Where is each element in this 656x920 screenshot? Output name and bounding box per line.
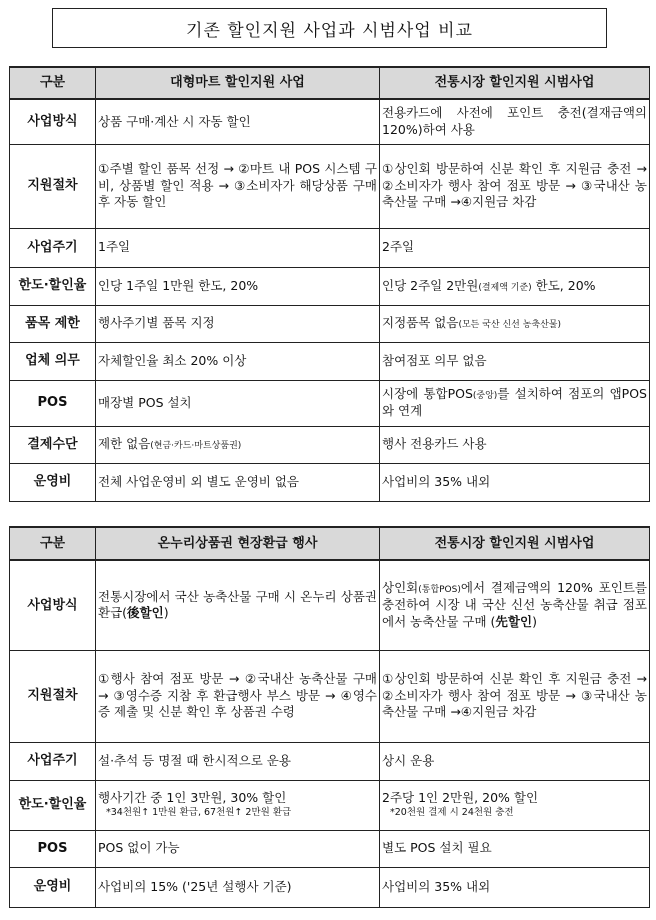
document-title: 기존 할인지원 사업과 시범사업 비교	[186, 20, 473, 41]
table-row	[10, 99, 650, 144]
cell-pilot: 사업비의 35% 내외	[380, 463, 650, 501]
cell-hypermarket: ①주별 할인 품목 선정 → ②마트 내 POS 시스템 구비, 상품별 할인 적용 → ③소비자가 해당상품 구매 후 자동 할인	[96, 144, 380, 228]
table-row	[10, 560, 650, 650]
cell-onnuri: 사업비의 15% ('25년 설행사 기준)	[96, 867, 380, 907]
cell-pilot: 인당 2주일 2만원(결제액 기준) 한도, 20%	[380, 267, 650, 305]
comparison-table-hypermarket	[9, 66, 650, 502]
row-label: 사업방식	[10, 560, 96, 650]
cell-pilot: 전용카드에 사전에 포인트 충전(결재금액의 120%)하여 사용	[380, 99, 650, 144]
cell-pilot: ①상인회 방문하여 신분 확인 후 지원금 충전 → ②소비자가 행사 참여 점포 방문 → ③국내산 농축산물 구매 →④지원금 차감	[380, 144, 650, 228]
row-label: 한도·할인율	[10, 267, 96, 305]
row-label: 지원절차	[10, 144, 96, 228]
row-label: POS	[10, 380, 96, 426]
cell-hypermarket: 인당 1주일 1만원 한도, 20%	[96, 267, 380, 305]
cell-pilot: 참여점포 의무 없음	[380, 342, 650, 380]
cell-pilot: 지정품목 없음(모든 국산 신선 농축산물)	[380, 305, 650, 342]
row-label: 운영비	[10, 463, 96, 501]
cell-hypermarket: 제한 없음(현금·카드·마트상품권)	[96, 426, 380, 463]
table-row	[10, 742, 650, 780]
header-onnuri-program: 온누리상품권 현장환급 행사	[96, 527, 380, 560]
table-row	[10, 830, 650, 867]
comparison-table-onnuri	[9, 526, 650, 908]
row-label: POS	[10, 830, 96, 867]
table-header-row	[10, 67, 650, 99]
cell-pilot: 행사 전용카드 사용	[380, 426, 650, 463]
cell-hypermarket: 전체 사업운영비 외 별도 운영비 없음	[96, 463, 380, 501]
cell-pilot: 사업비의 35% 내외	[380, 867, 650, 907]
cell-pilot: 상시 운용	[380, 742, 650, 780]
header-category: 구분	[10, 67, 96, 99]
header-hypermarket-program: 대형마트 할인지원 사업	[96, 67, 380, 99]
table-row	[10, 463, 650, 501]
table-row	[10, 426, 650, 463]
cell-onnuri: 행사기간 중 1인 3만원, 30% 할인 *34천원↑ 1만원 환급, 67천원↑ 2만원 환급	[96, 780, 380, 830]
table-header-row	[10, 527, 650, 560]
cell-onnuri: 전통시장에서 국산 농축산물 구매 시 온누리 상품권 환급(後할인)	[96, 560, 380, 650]
cell-onnuri: ①행사 참여 점포 방문 → ②국내산 농축산물 구매 → ③영수증 지참 후 환급행사 부스 방문 → ④영수증 제출 및 신분 확인 후 상품권 수령	[96, 650, 380, 742]
row-label: 지원절차	[10, 650, 96, 742]
cell-pilot: 2주당 1인 2만원, 20% 할인 *20천원 결제 시 24천원 충전	[380, 780, 650, 830]
cell-pilot: 시장에 통합POS(중앙)를 설치하여 점포의 앱POS와 연계	[380, 380, 650, 426]
discount-note: *34천원↑ 1만원 환급, 67천원↑ 2만원 환급	[106, 807, 292, 819]
table-row	[10, 305, 650, 342]
table-row	[10, 780, 650, 830]
cell-pilot: 별도 POS 설치 필요	[380, 830, 650, 867]
cell-hypermarket: 상품 구매·계산 시 자동 할인	[96, 99, 380, 144]
cell-hypermarket: 매장별 POS 설치	[96, 380, 380, 426]
header-pilot-program: 전통시장 할인지원 시범사업	[380, 67, 650, 99]
table-row	[10, 144, 650, 228]
row-label: 품목 제한	[10, 305, 96, 342]
cell-pilot: ①상인회 방문하여 신분 확인 후 지원금 충전 → ②소비자가 행사 참여 점포 방문 → ③국내산 농축산물 구매 →④지원금 차감	[380, 650, 650, 742]
table-row	[10, 867, 650, 907]
document-title-box	[52, 8, 607, 48]
cell-hypermarket: 행사주기별 품목 지정	[96, 305, 380, 342]
table-row	[10, 228, 650, 267]
row-label: 사업방식	[10, 99, 96, 144]
row-label: 결제수단	[10, 426, 96, 463]
header-category: 구분	[10, 527, 96, 560]
discount-note: *20천원 결제 시 24천원 충전	[390, 807, 514, 819]
cell-pilot: 상인회(통합POS)에서 결제금액의 120% 포인트를 충전하여 시장 내 국산 신선 농축산물 취급 점포에서 농축산물 구매 (先할인)	[380, 560, 650, 650]
row-label: 업체 의무	[10, 342, 96, 380]
table-row	[10, 342, 650, 380]
cell-onnuri: POS 없이 가능	[96, 830, 380, 867]
table-row	[10, 267, 650, 305]
row-label: 운영비	[10, 867, 96, 907]
cell-pilot: 2주일	[380, 228, 650, 267]
table-row	[10, 380, 650, 426]
row-label: 한도·할인율	[10, 780, 96, 830]
cell-hypermarket: 1주일	[96, 228, 380, 267]
row-label: 사업주기	[10, 742, 96, 780]
row-label: 사업주기	[10, 228, 96, 267]
table-row	[10, 650, 650, 742]
header-pilot-program: 전통시장 할인지원 시범사업	[380, 527, 650, 560]
cell-hypermarket: 자체할인율 최소 20% 이상	[96, 342, 380, 380]
cell-onnuri: 설·추석 등 명절 때 한시적으로 운용	[96, 742, 380, 780]
